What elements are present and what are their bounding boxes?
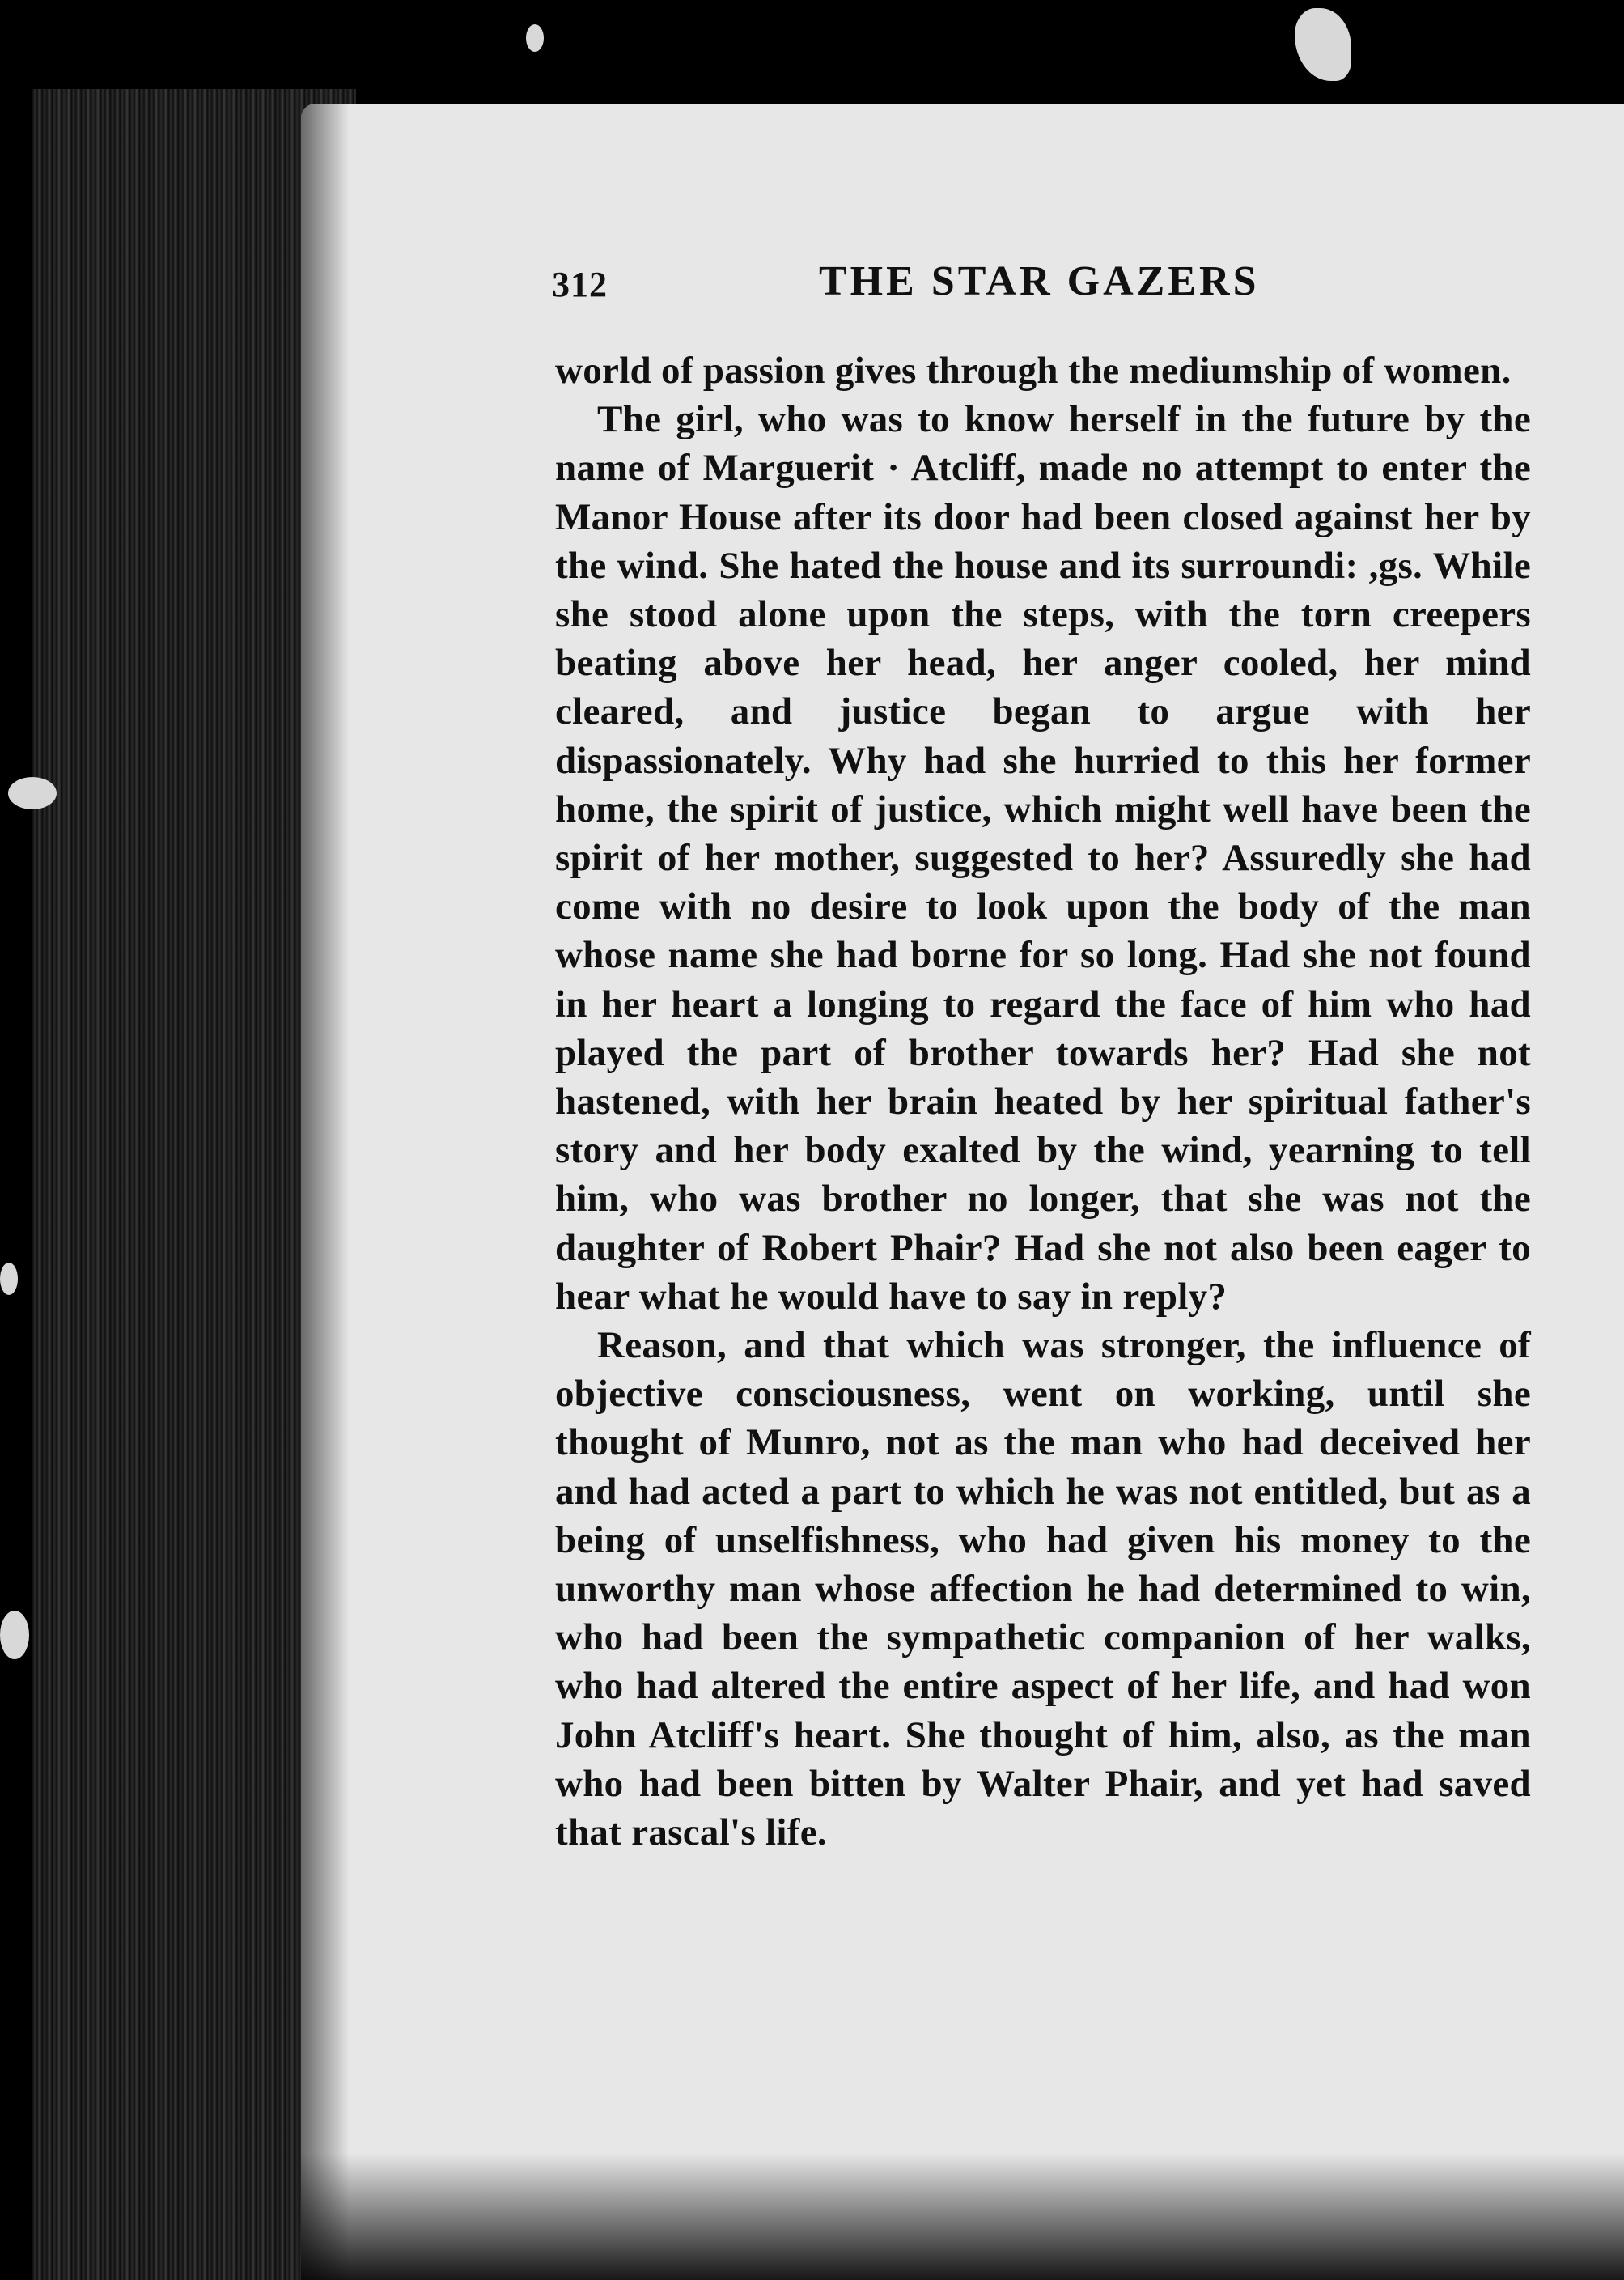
page-header <box>552 257 1531 322</box>
paragraph: Reason, and that which was stronger, the influence of objective consciousness, went on working, until she thought of Munro, not as the man who had deceived her and had acted a part to which he was not entitled, but as a being of unselfishness, who had given his money to the unworthy man whose affection he had determined to win, who had been the sympathetic companion of her walks, who had altered the entire aspect of her life, and had won John Atcliff's heart. She thought of him, also, as the man who had been bitten by Walter Phair, and yet had saved that rascal's life. <box>555 1324 1531 1854</box>
scan-speck <box>1295 8 1351 81</box>
body-text <box>555 346 1531 1857</box>
paragraph: The girl, who was to know herself in the future by the name of Marguerit · Atcliff, made no attempt to enter the Manor House after its door had been closed against her by the wind. She hated the house and its surroundi: ,gs. While she stood alone upon the steps, with the torn creepers beating above her head, her anger cooled, her mind cleared, and justice began to argue with her dispassionately. Why had she hurried to this her former home, the spirit of justice, which might well have been the spirit of her mother, suggested to her? Assuredly she had come with no desire to look upon the body of the man whose name she had borne for so long. Had she not found in her heart a longing to regard the face of him who had played the part of brother towards her? Had she not hastened, with her brain heated by her spiritual father's story and her body exalted by the wind, yearning to tell him, who was brother no longer, that she was not the daughter of Robert Phair? Had she not also been eager to hear what he would have to say in reply? <box>555 398 1531 1318</box>
page-gutter-shadow <box>301 104 350 2280</box>
page-number: 312 <box>552 265 608 304</box>
running-title: THE STAR GAZERS <box>819 258 1260 304</box>
page-bottom-shadow <box>301 2153 1624 2280</box>
scan-speck <box>8 777 57 809</box>
paragraph-continuation: world of passion gives through the mediumship of women. <box>555 350 1512 392</box>
scan-speck <box>0 1263 18 1295</box>
scan-speck <box>0 1611 29 1659</box>
scan-speck <box>526 24 544 52</box>
